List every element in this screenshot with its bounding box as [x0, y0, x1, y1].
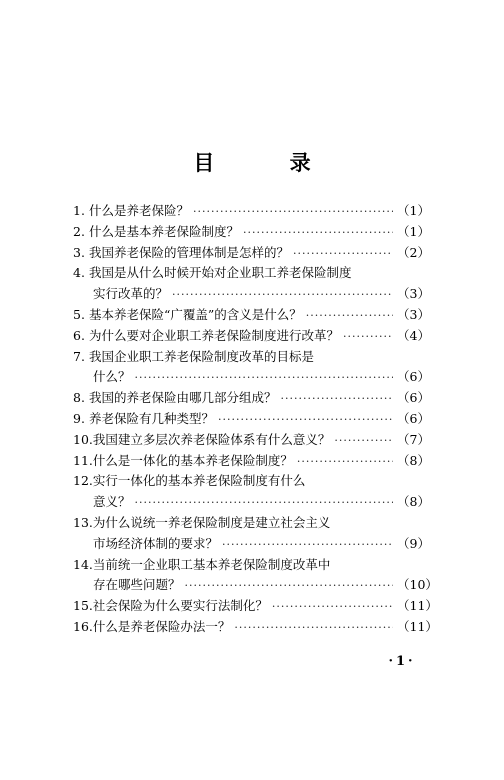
toc-entry-title: 什么是养老保险办法一？ [92, 618, 231, 634]
leader-dots [172, 285, 393, 306]
leader-dots [343, 327, 393, 348]
toc-entry [73, 596, 438, 617]
toc-entry-title-continued: 什么？ [93, 369, 131, 385]
leader-dots [193, 202, 393, 223]
toc-entry-page: （1） [397, 223, 430, 239]
leader-dots [185, 576, 393, 597]
toc-entry-page: （7） [397, 431, 430, 447]
toc-entry-number: 8. [73, 390, 85, 406]
toc-entry-title-continued: 存在哪些问题？ [93, 577, 181, 593]
toc-entry-page: （2） [397, 244, 430, 260]
leader-dots [293, 244, 393, 265]
leader-dots [281, 389, 393, 410]
toc-entry [73, 201, 430, 222]
toc-entry-page: （1） [397, 203, 430, 218]
toc-entry-title: 什么是养老保险？ [89, 203, 190, 218]
toc-entry [73, 513, 427, 534]
toc-entry [73, 617, 438, 638]
toc-entry-page: （3） [397, 306, 430, 322]
toc-entry-continuation [73, 492, 430, 513]
page-title: 目 录 [193, 151, 345, 175]
toc-entry-page: （9） [397, 535, 430, 551]
leader-dots [218, 410, 393, 431]
leader-dots [272, 597, 393, 618]
toc-entry-number: 1. [73, 203, 85, 218]
toc-entry-continuation [73, 284, 430, 305]
table-of-contents [73, 201, 438, 638]
leader-dots [297, 452, 393, 473]
toc-entry-number: 4. [73, 265, 85, 281]
toc-entry-title-continued: 市场经济体制的要求？ [93, 535, 219, 551]
toc-entry-page: （11） [397, 598, 438, 614]
toc-entry [73, 471, 427, 492]
toc-entry [73, 409, 430, 430]
toc-entry [73, 347, 427, 368]
toc-entry-title: 养老保险有几种类型？ [89, 410, 215, 426]
toc-entry-page: （6） [397, 390, 430, 406]
page-number: ·1· [388, 654, 416, 669]
toc-entry-title: 我国企业职工养老保险制度改革的目标是 [89, 348, 315, 364]
leader-dots [306, 306, 393, 327]
toc-entry-number: 14. [73, 556, 93, 572]
toc-entry-page: （6） [397, 369, 430, 385]
toc-entry-page: （8） [397, 494, 430, 510]
toc-entry-page: （10） [397, 577, 438, 593]
toc-entry-continuation [73, 367, 430, 388]
toc-entry-title: 基本养老保险“广覆盖”的含义是什么？ [89, 306, 302, 322]
leader-dots [222, 535, 393, 556]
toc-entry-title-continued: 意义？ [93, 494, 131, 510]
toc-entry-number: 16. [73, 618, 93, 634]
toc-entry-title: 我国的养老保险由哪几部分组成？ [89, 390, 277, 406]
toc-entry-title: 我国养老保险的管理体制是怎样的？ [89, 244, 290, 260]
toc-entry-number: 13. [73, 514, 93, 530]
leader-dots [135, 493, 393, 514]
toc-entry-title: 我国建立多层次养老保险体系有什么意义？ [92, 431, 331, 447]
toc-entry [73, 222, 430, 243]
toc-entry-page: （3） [397, 286, 430, 302]
toc-entry-number: 7. [73, 348, 85, 364]
toc-entry-title: 我国是从什么时候开始对企业职工养老保险制度 [89, 265, 352, 281]
toc-entry-title: 为什么说统一养老保险制度是建立社会主义 [92, 514, 331, 530]
leader-dots [234, 618, 393, 639]
toc-entry [73, 326, 430, 347]
toc-entry-title: 为什么要对企业职工养老保险制度进行改革？ [89, 327, 340, 343]
toc-entry-page: （4） [397, 327, 430, 343]
toc-entry [73, 555, 427, 576]
toc-entry-title: 什么是基本养老保险制度？ [89, 223, 240, 239]
toc-entry [73, 305, 430, 326]
toc-entry-number: 12. [73, 473, 93, 489]
toc-entry-title: 什么是一体化的基本养老保险制度？ [92, 452, 293, 468]
toc-entry-number: 15. [73, 598, 93, 614]
toc-entry [73, 430, 430, 451]
toc-entry-number: 10. [73, 431, 93, 447]
toc-entry-number: 3. [73, 244, 85, 260]
toc-entry-page: （8） [397, 452, 430, 468]
toc-entry-title: 实行一体化的基本养老保险制度有什么 [92, 473, 306, 489]
toc-entry-continuation [73, 534, 430, 555]
toc-entry-title: 当前统一企业职工基本养老保险制度改革中 [92, 556, 331, 572]
toc-entry-page: （6） [397, 410, 430, 426]
toc-entry-title: 社会保险为什么要实行法制化？ [92, 598, 268, 614]
toc-entry-number: 2. [73, 223, 85, 239]
toc-entry-page: （11） [397, 618, 438, 634]
toc-entry-number: 5. [73, 306, 85, 322]
toc-entry-number: 6. [73, 327, 85, 343]
toc-entry [73, 263, 427, 284]
toc-entry-continuation [73, 575, 438, 596]
toc-entry-title-continued: 实行改革的？ [93, 286, 169, 302]
leader-dots [243, 223, 393, 244]
toc-entry-number: 9. [73, 410, 85, 426]
toc-entry [73, 243, 430, 264]
toc-entry [73, 388, 430, 409]
leader-dots [334, 431, 393, 452]
toc-entry-number: 11. [73, 452, 93, 468]
toc-entry [73, 451, 430, 472]
leader-dots [135, 368, 393, 389]
